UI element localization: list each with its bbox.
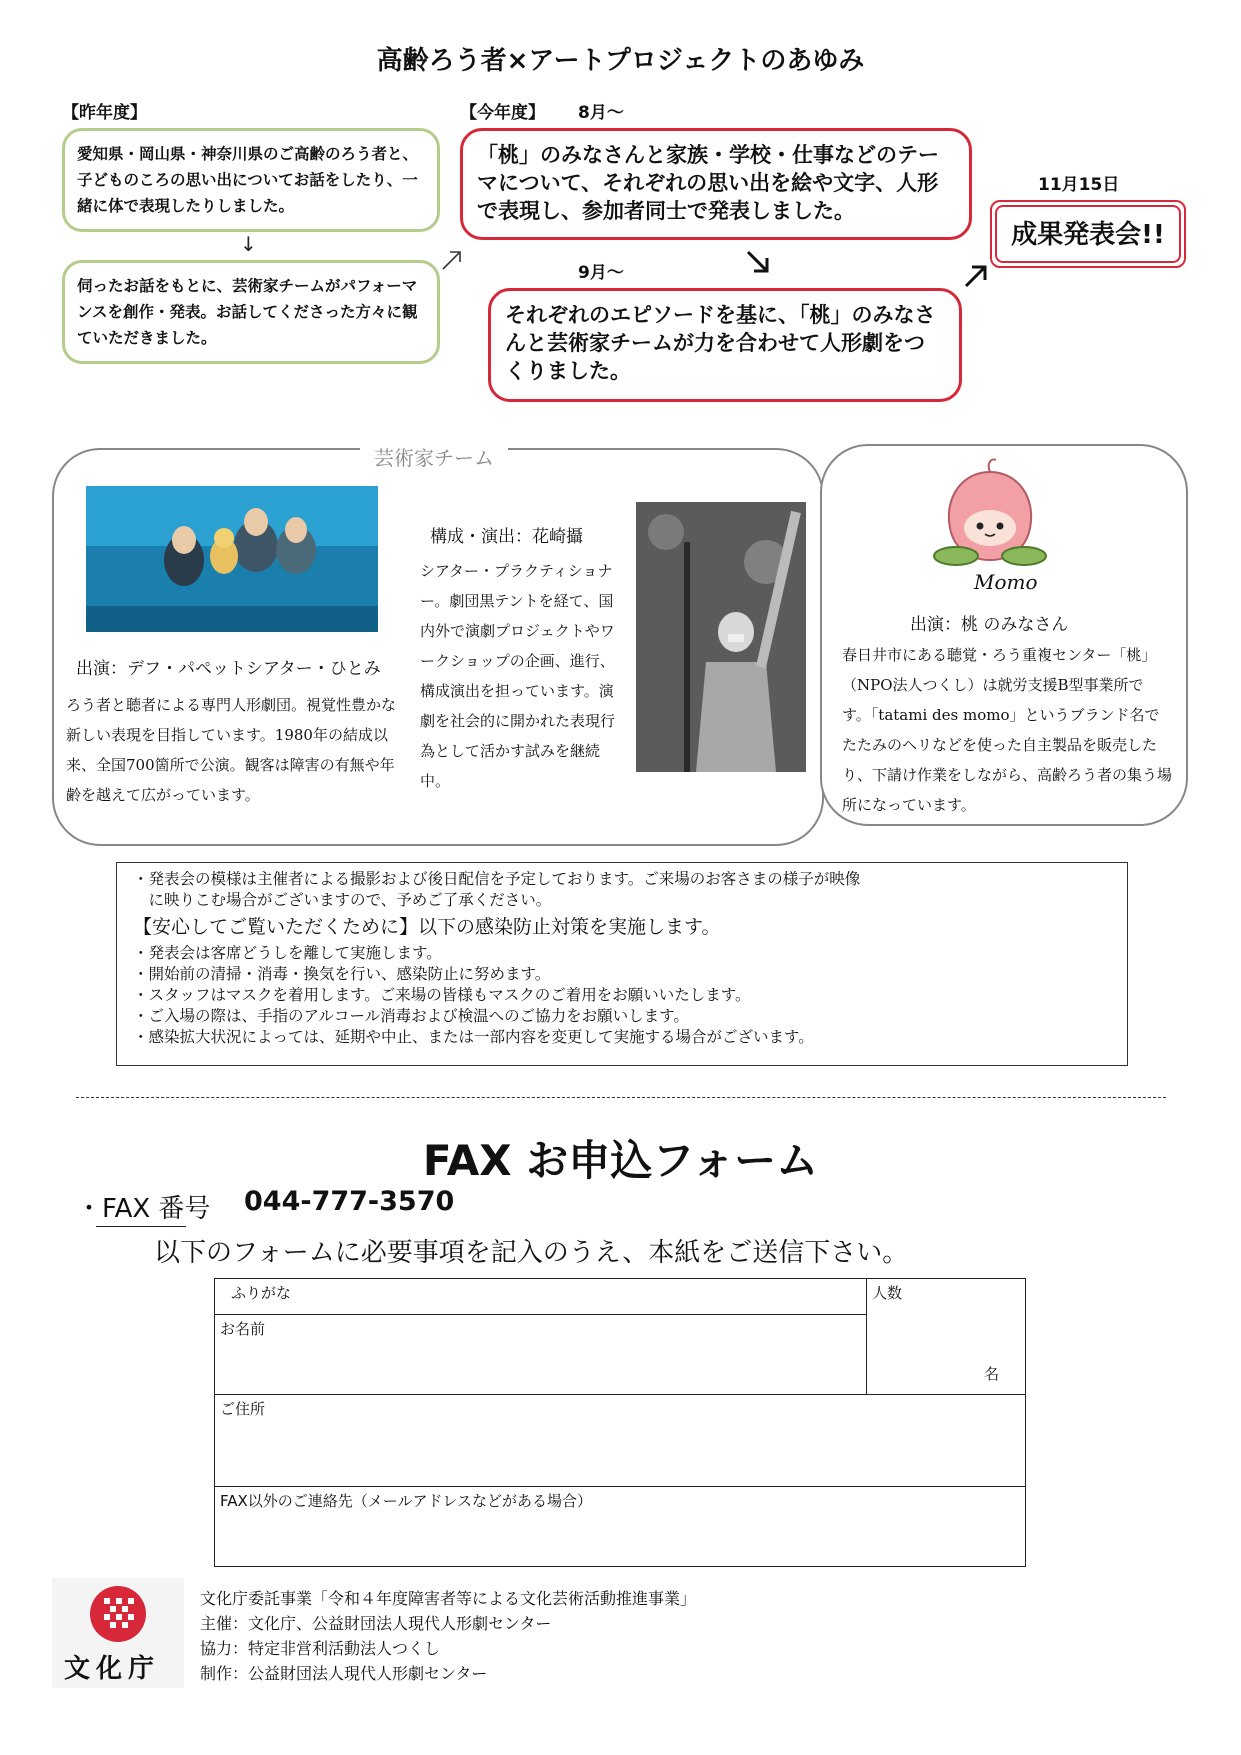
event-date: 11月15日 bbox=[1038, 175, 1120, 195]
notice-line-2: に映りこむ場合がございますので、予めご了承ください。 bbox=[133, 891, 552, 909]
event-box bbox=[990, 200, 1186, 268]
arrow-up-right-icon bbox=[440, 248, 464, 272]
momo-caption: 出演：桃 のみなさん bbox=[910, 615, 1069, 635]
fax-form-title: FAX お申込フォーム bbox=[422, 1136, 819, 1185]
aug-label: 8月～ bbox=[578, 103, 624, 123]
fax-instruction: 以下のフォームに必要事項を記入のうえ、本紙をご送信下さい。 bbox=[154, 1238, 909, 1268]
momo-logo-text: Momo bbox=[974, 570, 1038, 594]
last-year-box-1: 愛知県・岡山県・神奈川県のご高齢のろう者と、子どものころの思い出についてお話をしたり、一緒に体で表現したりしました。 bbox=[62, 128, 440, 232]
furigana-label: ふりがな bbox=[231, 1284, 292, 1302]
aug-box: 「桃」のみなさんと家族・学校・仕事などのテーマについて、それぞれの思い出を絵や文字、人形で表現し、参加者同士で発表しました。 bbox=[460, 128, 972, 240]
arrow-up-right-bold-icon bbox=[962, 262, 990, 290]
sep-label: 9月～ bbox=[578, 263, 624, 283]
address-label: ご住所 bbox=[220, 1400, 266, 1418]
count-label: 人数 bbox=[872, 1284, 903, 1302]
director-photo bbox=[636, 502, 806, 772]
puppet-theater-photo bbox=[86, 486, 378, 632]
group-caption: 出演：デフ・パペットシアター・ひとみ bbox=[76, 659, 381, 679]
notice-heading: 【安心してご覧いただくために】以下の感染防止対策を実施します。 bbox=[133, 916, 721, 938]
notice-item: ・感染拡大状況によっては、延期や中止、または一部内容を変更して実施する場合がございます。 bbox=[133, 1028, 814, 1046]
agency-logo-text: 文化庁 bbox=[64, 1654, 161, 1684]
footer-line-1: 文化庁委託事業「令和４年度障害者等による文化芸術活動推進事業」 bbox=[200, 1589, 697, 1608]
furigana-field[interactable] bbox=[215, 1279, 867, 1315]
application-form bbox=[214, 1278, 1026, 1567]
event-label: 成果発表会!! bbox=[995, 205, 1181, 263]
sep-box: それぞれのエピソードを基に、「桃」のみなさんと芸術家チームが力を合わせて人形劇をつくりました。 bbox=[488, 288, 962, 402]
momo-description: 春日井市にある聴覚・ろう重複センター「桃」（NPO法人つくし）は就労支援B型事業所です。「tatami des momo」というブランド名でたたみのヘリなどを使った自主製品を販売したり、下請け作業をしながら、高齢ろう者の集う場所になっています。 bbox=[842, 646, 1173, 814]
count-unit: 名 bbox=[983, 1365, 999, 1383]
fax-label-underline bbox=[96, 1226, 186, 1227]
last-year-box-2: 伺ったお話をもとに、芸術家チームがパフォーマンスを創作・発表。お話してくださった方々に観ていただきました。 bbox=[62, 260, 440, 364]
agency-logo bbox=[52, 1578, 184, 1688]
footer-line-2: 主催：文化庁、公益財団法人現代人形劇センター bbox=[200, 1614, 552, 1633]
page-title: 高齢ろう者×アートプロジェクトのあゆみ bbox=[376, 46, 865, 76]
cut-line bbox=[76, 1097, 1166, 1098]
fax-number: 044-777-3570 bbox=[244, 1186, 455, 1217]
footer-credits bbox=[200, 1586, 696, 1686]
count-field[interactable] bbox=[867, 1279, 1026, 1395]
address-field[interactable] bbox=[215, 1395, 1026, 1487]
last-year-label: 【昨年度】 bbox=[62, 103, 147, 123]
artist-team-heading: 芸術家チーム bbox=[360, 442, 508, 471]
momo-peach-icon bbox=[930, 458, 1050, 578]
this-year-label: 【今年度】 bbox=[460, 103, 545, 123]
director-description: シアター・プラクティショナー。劇団黒テントを経て、国内外で演劇プロジェクトやワークショップの企画、進行、構成演出を担っています。演劇を社会的に開かれた表現行為として活かす試みを継続中。 bbox=[420, 562, 616, 790]
group-description: ろう者と聴者による専門人形劇団。視覚性豊かな新しい表現を目指しています。1980年の結成以来、全国700箇所で公演。観客は障害の有無や年齢を越えて広がっています。 bbox=[66, 696, 397, 804]
contact-field[interactable] bbox=[215, 1487, 1026, 1567]
footer-line-4: 制作：公益財団法人現代人形劇センター bbox=[200, 1664, 488, 1683]
name-field[interactable] bbox=[215, 1315, 867, 1395]
footer-line-3: 協力：特定非営利活動法人つくし bbox=[200, 1639, 441, 1658]
notice-item: ・開始前の清掃・消毒・換気を行い、感染防止に努めます。 bbox=[133, 965, 551, 983]
name-label: お名前 bbox=[220, 1320, 266, 1338]
director-caption: 構成・演出：花崎攝 bbox=[430, 527, 583, 547]
contact-label: FAX以外のご連絡先（メールアドレスなどがある場合） bbox=[220, 1492, 593, 1510]
arrow-down-icon: ↓ bbox=[240, 232, 257, 256]
arrow-down-right-icon bbox=[744, 248, 772, 276]
notice-item: ・発表会は客席どうしを離して実施します。 bbox=[133, 944, 442, 962]
notice-item: ・スタッフはマスクを着用します。ご来場の皆様もマスクのご着用をお願いいたします。 bbox=[133, 986, 751, 1004]
notice-box bbox=[116, 862, 1128, 1066]
fax-number-label: ・FAX 番号 bbox=[76, 1194, 211, 1224]
notice-line-1: ・発表会の模様は主催者による撮影および後日配信を予定しております。ご来場のお客さまの様子が映像 bbox=[133, 870, 861, 888]
agency-mark-icon bbox=[88, 1584, 148, 1644]
notice-item: ・ご入場の際は、手指のアルコール消毒および検温へのご協力をお願いします。 bbox=[133, 1007, 689, 1025]
